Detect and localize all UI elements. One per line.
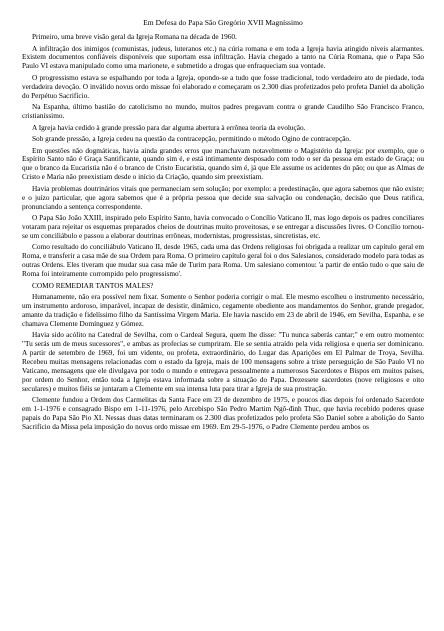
- paragraph: Como resultado do conciliábulo Vaticano II, desde 1965, cada uma das Ordens religiosas foi obrigada a realizar um capítulo geral em Roma, e transferir a casa mãe de sua Ordem para Roma. O primeiro capítulo geral foi o dos Salesianos, considerado modelo para todas as outras Ordens. Eles tiveram que mudar sua casa mãe de Turim para Roma. Um salesiano comentou: 'a partir de então tudo o que saiu de Roma foi inteiramente corrompido pelo progressismo'.: [22, 242, 424, 279]
- paragraph: Em questões não dogmáticas, havia ainda grandes erros que manchavam notavelmente o Magistério da Igreja: por exemplo, que o Espírito Santo não é Graça Santificante, quando sim é, e está intimamente desposado com todo o ser da pessoa em estado de Graça; ou que o branco da Eucaristia não é o branco de Cristo Eucaristia, quando sim é, já que Ele assume os acidentes do pão; ou que as Almas de Cristo e Maria não preexistiam desde o início da Criação, quando sim preexistiam.: [22, 145, 424, 182]
- document-page: [22, 18, 424, 626]
- paragraph: O Papa São João XXIII, inspirado pelo Espírito Santo, havia convocado o Concílio Vaticano II, mas logo depois os padres conciliares votaram para rejeitar os esquemas preparados cheios de doutrinas muito proveitosas, e se entregar a discussões livres. O Concílio tornou-se um conciliábulo e passou a elaborar doutrinas errôneas, modernistas, progressistas, sincretistas, etc.: [22, 213, 424, 240]
- paragraph: Humanamente, não era possível nem fixar. Somente o Senhor poderia corrigir o mal. Ele mesmo escolheu o instrumento necessário, um instrumento ardoroso, imparável, incapaz de desistir, dinâmico, cegamente obediente aos mandamentos do Senhor, grande pregador, amante da tradição e fidelíssimo filho da Santíssima Virgem Maria. Ele havia nascido em 23 de abril de 1946, em Sevilha, Espanha, e se chamava Clemente Domínguez y Gómez.: [22, 292, 424, 328]
- paragraph: A infiltração dos inimigos (comunistas, judeus, luteranos etc.) na cúria romana e em toda a Igreja havia atingido níveis alarmantes. Existem documentos confiáveis disponíveis que suportam essa infiltração. Havia chegado a tanto na Cúria Romana, que o Papa São Paulo VI estava manipulado como uma marionete, e submetido a drogas que enfraqueciam sua vontade.: [22, 43, 424, 71]
- paragraph: Sob grande pressão, a Igreja cedeu na questão da contracepção, permitindo o método Ogino de contracepção.: [32, 134, 351, 144]
- document-body: [22, 33, 424, 432]
- paragraph: Primeiro, uma breve visão geral da Igreja Romana na década de 1960.: [32, 32, 237, 41]
- document-title: Em Defesa do Papa São Gregório XVII Magníssimo: [143, 18, 303, 27]
- paragraph: Havia problemas doutrinários vitais que permaneciam sem solução; por exemplo: a predestinação, que agora sabemos que não existe; e o juízo particular, que agora sabemos que é a própria pessoa que decide sua salvação ou condenação, decisão que Deus ratifica, pronunciando a sentença correspondente.: [22, 183, 424, 211]
- paragraph: Havia sido acólito na Catedral de Sevilha, com o Cardeal Segura, quem lhe disse: "Tu nunca saberás cantar;" e em outro momento: "Tu serás um de meus sucessores", e ambas as profecias se cumpriram. Ele se sentia atraído pela vida religiosa e queria ser dominicano. A partir de setembro de 1969, foi um vidente, ou profeta, extraordinário, do Lugar das Aparições em El Palmar de Troya, Sevilha. Recebeu muitas mensagens relacionadas com o estado da Igreja, mais de 100 mensagens sobre a triste perseguição de São Paulo VI no Vaticano, mensagens que ele divulgava por todo o mundo e entregava pessoalmente a numerosos Sacerdotes e Bispos em muitos países, por ordem do Senhor, então toda a Igreja estava informada sobre a situação do Papa. Dezessete sacerdotes (nove religiosos e oito seculares) e muitos fiéis se juntaram a Clemente em sua intensa luta para tirar a Igreja de sua prostração.: [22, 330, 424, 393]
- paragraph: Clemente fundou a Ordem dos Carmelitas da Santa Face em 23 de dezembro de 1975, e poucos dias depois foi ordenado Sacerdote em 1-1-1976 e consagrado Bispo em 1-11-1976, pelo Arcebispo São Pedro Martim Ngô-đình Thục, que havia recebido poderes quase papais do Papa São Pio XI. Nessas duas datas terminaram os 2.300 dias profetizados pelo profeta São Daniel sobre a abolição do Santo Sacrifício da Missa pela imposição do novus ordo missae em 1969. Em 29-5-1976, o Padre Clemente perdeu ambos os: [22, 395, 424, 431]
- paragraph: A Igreja havia cedido à grande pressão para dar alguma abertura à errônea teoria da evolução.: [32, 122, 306, 132]
- paragraph: Na Espanha, último bastião do catolicismo no mundo, muitos padres pregavam contra o grande Caudilho São Francisco Franco, cristianíssimo.: [22, 102, 424, 121]
- section-heading: COMO REMEDIAR TANTOS MALES?: [32, 280, 154, 290]
- paragraph: O progressismo estava se espalhando por toda a Igreja, opondo-se a tudo que fosse tradicional, todo verdadeiro ato de piedade, toda verdadeira devoção. O inválido novus ordo missae foi elaborado e começaram os 2.300 dias profetizados pelo profeta Daniel da abolição do Perpétuo Sacrifício.: [22, 72, 424, 100]
